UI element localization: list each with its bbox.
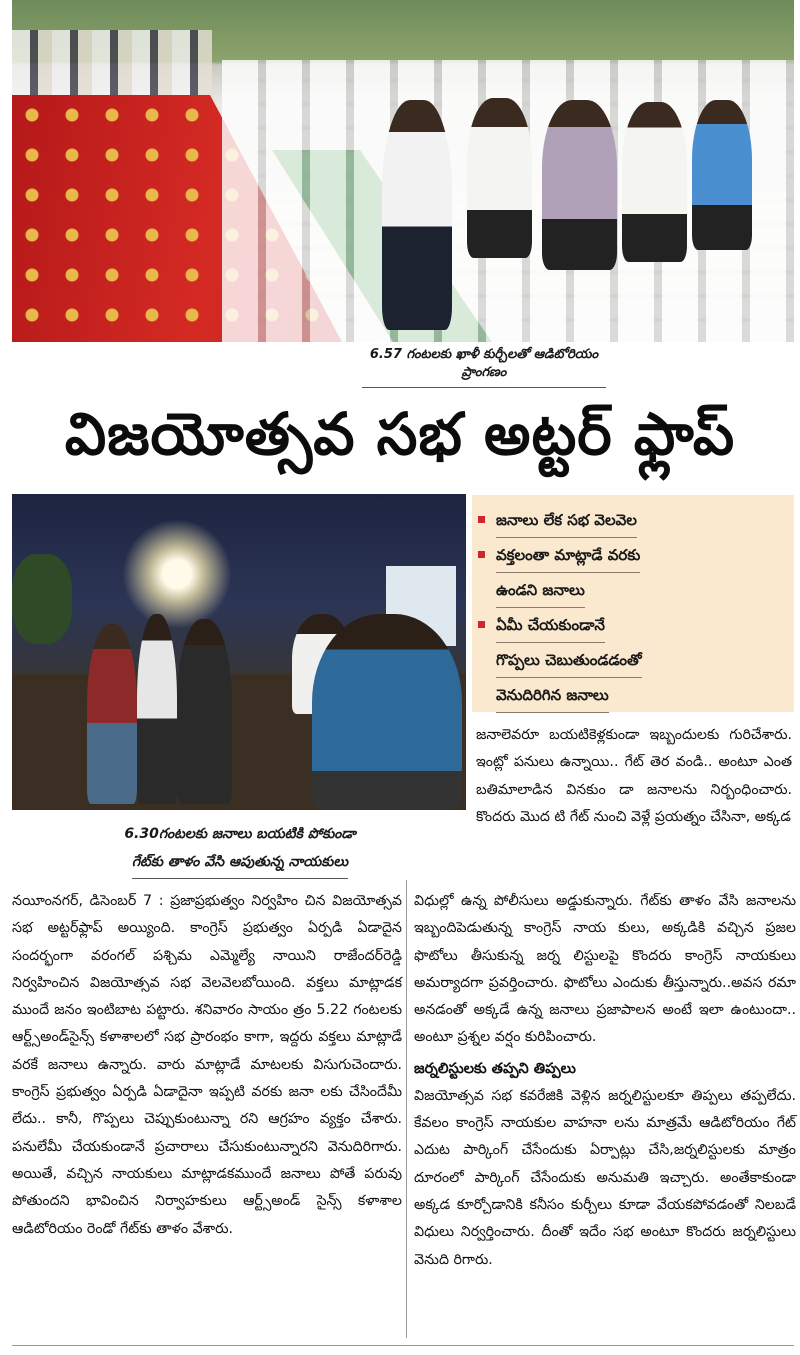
night-caption-line-2: గేట్‌కు తాళం వేసి ఆపుతున్న నాయకులు <box>132 848 348 879</box>
crowd-figure <box>87 624 137 804</box>
article-column-right: విధుల్లో ఉన్న పోలీసులు అడ్డుకున్నారు. గేట్‌కు తాళం వేసి జనాలను ఇబ్బందిపెడుతున్న కాంగ్రెస్ నాయ కులు, అక్కడికి వచ్చిన ప్రజల ఫొటోలు తీసుకున్న జర్న లిస్టులపై కొందరు కాంగ్రెస్ నాయకులు అమర్యాదగా ప్రవర్తించారు. ఫొటోలు ఎందుకు తీస్తున్నారు..అవస రమా అనడంతో అక్కడే ఉన్న జనాలు ప్రజాపాలన అంటే ఇలా ఉంటుందా.. అంటూ ప్రశ్నల వర్షం కురిపించారు. జర్నలిస్టులకు తప్పని తిప్పలు విజయోత్సవ సభ కవరేజికి వెళ్లిన జర్నలిస్టులకూ తిప్పలు తప్పలేదు. కేవలం కాంగ్రెస్ నాయకుల వాహనా లను మాత్రమే ఆడిటోరియం గేట్ ఎదుట పార్కింగ్ చేసేందుకు ఏర్పాట్లు చేసి,జర్నలిస్టులకు మాత్రం దూరంలో పార్కింగ్ చేసేందుకు అనుమతి ఇచ్చారు. అంతేకాకుండా అక్కడ కూర్చోడానికి కనీసం కుర్చీలు కూడా వేయకపోవడంతో నిలబడే విధులు నిర్వర్తించారు. దీంతో ఇదేం సభ అంటూ కొందరు జర్నలిస్టులు వెనుది రిగారు. <box>414 893 796 1268</box>
highlight-item: జనాలు లేక సభ వెలవెల <box>496 503 784 538</box>
highlights-box <box>472 495 794 712</box>
top-photo-caption: 6.57 గంటలకు ఖాళీ కుర్చీలతో ఆడిటోరియం ప్రాంగణం <box>362 347 606 388</box>
highlight-item: వక్తలంతా మాట్లాడే వరకు ఉండని జనాలు <box>496 538 784 608</box>
bottom-rule <box>12 1345 794 1346</box>
tree-figure <box>12 554 72 644</box>
seated-people-figure <box>372 90 752 340</box>
column-divider <box>406 880 407 1338</box>
empty-chairs-photo <box>12 0 794 342</box>
night-photo-caption <box>40 820 440 879</box>
headline: విజయోత్సవ సభ అట్టర్ ఫ్లాప్ <box>64 400 736 468</box>
floodlight-figure <box>122 519 232 629</box>
night-caption-line-1: 6.30గంటలకు జనాలు బయటికి పోకుండా <box>124 826 356 842</box>
bullet-icon <box>478 516 485 523</box>
article-column-right-top: జనాలెవరూ బయటికెళ్లకుండా ఇబ్బందులకు గురిచేశారు. ఇంట్లో పనులు ఉన్నాయి.. గేట్ తెర వండి.. అంటూ ఎంత బతిమాలాడిన వినకుం డా జనాలను నిర్బంధించారు. కొందరు మొద టి గేట్ నుంచి వెళ్లే ప్రయత్నం చేసినా, అక్కడ <box>476 727 792 825</box>
bullet-icon <box>478 551 485 558</box>
bullet-icon <box>478 621 485 628</box>
article-column-left: నయీంనగర్, డిసెంబర్ 7 : ప్రజాప్రభుత్వం నిర్వహిం చిన విజయోత్సవ సభ అట్టర్‌ఫ్లాప్ అయ్యింది. కాంగ్రెస్ ప్రభుత్వం ఏర్పడి ఏడాదైన సందర్భంగా వరంగల్ పశ్చిమ ఎమ్మెల్యే నాయిని రాజేందర్‌రెడ్డి నిర్వహించిన విజయోత్సవ సభ వెలవెలబోయింది. వక్తలు మాట్లాడక ముందే జనం ఇంటిబాట పట్టారు. శనివారం సాయం త్రం 5.22 గంటలకు ఆర్ట్స్అండ్‌సైన్స్ కళాశాలలో సభ ప్రారంభం కాగా, ఇద్దరు వక్తలు మాట్లాడే వరకే జనాలు ఉన్నారు. వారు మాట్లాడే మాటలకు విసుగుచెందారు. కాంగ్రెస్ ప్రభుత్వం ఏర్పడి ఏడాదైనా ఇప్పటి వరకు జనా లకు చేసిందేమీ లేదు.. కానీ, గొప్పలు చెప్పుకుంటున్నా రని ఆగ్రహం వ్యక్తం చేశారు. పనులేమీ చేయకుండానే ప్రచారాలు చేసుకుంటున్నారని వెనుదిరిగారు. అయితే, వచ్చిన నాయకులు మాట్లాడకముందే జనాలు పోతే పరువు పోతుందని భావించిన నిర్వాహకులు ఆర్ట్స్అండ్ సైన్స్ కళాశాల ఆడిటోరియం రెండో గేట్‌కు తాళం వేశారు. <box>12 893 402 1237</box>
night-gate-photo <box>12 494 466 810</box>
highlight-item: ఏమీ చేయకుండానే గొప్పలు చెబుతుండడంతో వెనుదిరిగిన జనాలు <box>496 608 784 713</box>
subheading: జర్నలిస్టులకు తప్పని తిప్పలు <box>414 1060 576 1077</box>
